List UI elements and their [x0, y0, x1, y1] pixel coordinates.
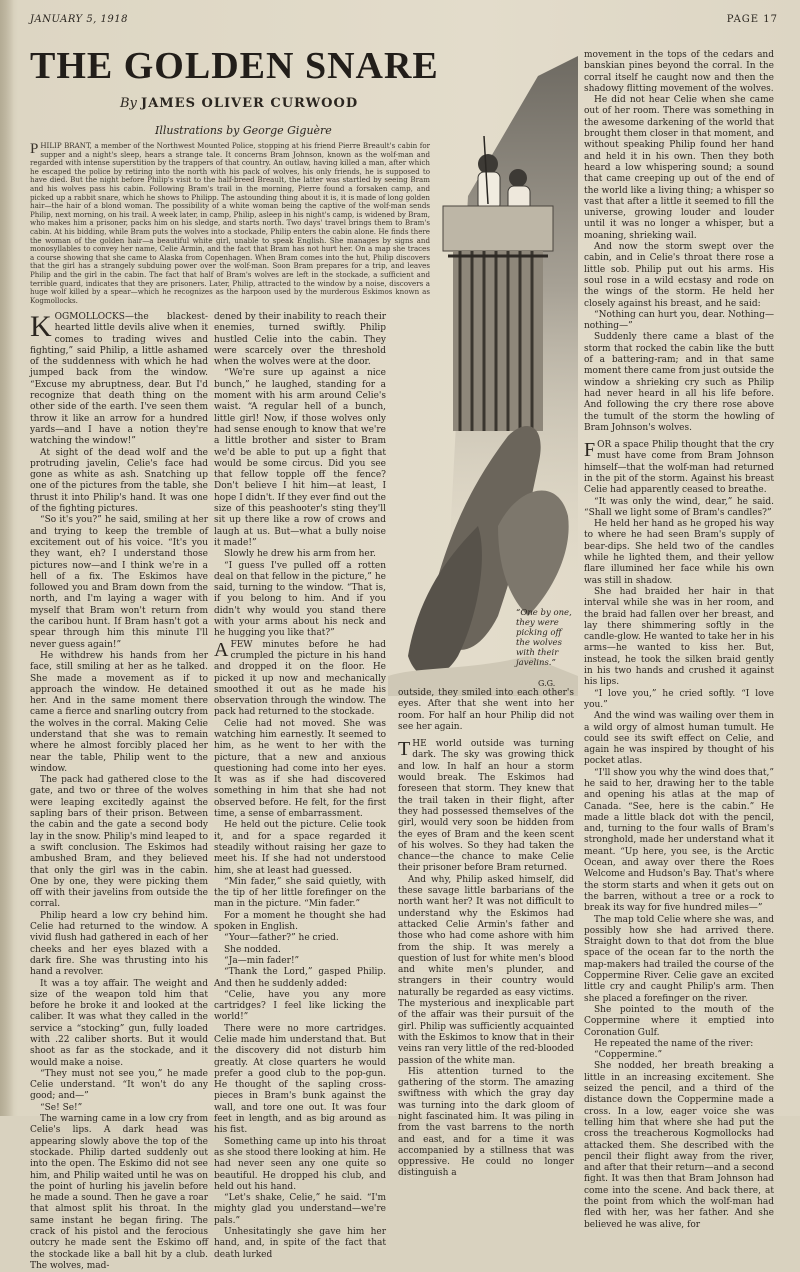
story-title: THE GOLDEN SNARE [30, 45, 439, 87]
paragraph: And now the storm swept over the cabin, and in Celie's throat there rose a little sob. Philip put out his arms. His soul rose in a wild ecstasy and rode on the wings of the storm. He held her closely against his breast, and he said: [584, 242, 774, 309]
synopsis [30, 142, 430, 305]
stockade [443, 206, 553, 431]
paragraph: “Celie, have you any more cartridges? I feel like licking the world!” [214, 989, 386, 1023]
paragraph: She nodded. [224, 944, 281, 955]
paragraph: “It was only the wind, dear,” he said. “Shall we light some of Bram's candles?” [584, 496, 774, 518]
paragraph: Unhesitatingly she gave him her hand, and, in spite of the fact that death lurked [214, 1227, 386, 1260]
paragraph: “I love you,” he cried softly. “I love you.” [584, 688, 774, 710]
paragraph: He held her hand as he groped his way to where he had seen Bram's supply of bear-dips. She held two of the candles while he lighted them, and their yellow flare illumined her face while his own was still in shadow. [584, 519, 774, 586]
paragraph: “Nothing can hurt you, dear. Nothing—nothing—” [584, 309, 774, 332]
paragraph: “Your—father?” he cried. [224, 933, 339, 944]
text-column-3 [398, 688, 574, 1179]
paragraph: “Thank the Lord,” gasped Philip. And then he suddenly added: [214, 967, 386, 989]
paragraph: Philip heard a low cry behind him. Celie had returned to the window. A vivid flush had gathered in each of her cheeks and her eyes blazed with a dark fire. She was thrusting into his hand a revolver. [30, 910, 208, 978]
paragraph: AFEW minutes before he had crumpled the picture in his hand and dropped it on the floor. He picked it up now and mechanically smoothed it out as he made his observation through the window. The pack had returned to the stockade. [214, 638, 386, 718]
paragraph: The warning came in a low cry from Celie's lips. A dark head was appearing slowly above the top of the stockade. Philip darted suddenly out into the open. The Eskimo did not see him, and Philip waited until he was on the point of hurling his javelin before he made a sound. Then he gave a roar that almost split his throat. In the same instant he began firing. The crack of his pistol and the ferocious outcry he made sent the Eskimo off the stockade like a ball hit by a club. The wolves, mad- [30, 1114, 208, 1271]
paragraph: The map told Celie where she was, and possibly how she had arrived there. Straight down to that dot from the blue space of the ocean far to the north the map-makers had trailed the course of the Coppermine River. Celie gave an excited little cry and caught Philip's arm. Then she placed a forefinger on the river. [584, 914, 774, 1004]
paragraph: Slowly he drew his arm from her. [224, 549, 376, 560]
paragraph: “I'll show you why the wind does that,” he said to her, drawing her to the table and opening his atlas at the map of Canada. “See, here is the cabin.” He made a little black dot with the pencil, and, turning to the four walls of Bram's stronghold, made her understand what it meant. “Up here, you see, is the Arctic Ocean, and away over there the Roes Welcome and Hudson's Bay. That's where the storm starts and when it gets out on the barren, without a tree or a rock to break its way for five hundred miles—” [584, 767, 774, 914]
paragraph: There were no more cartridges. Celie made him understand that. But the discovery did not disturb him greatly. At close quarters he would prefer a good club to the pop-gun. He thought of the sapling cross-pieces in Bram's bunk against the wall, and tore one out. It was four feet in length, and as big around as his fist. [214, 1023, 386, 1136]
paragraph: She nodded, her breath breaking a little in an increasing excitement. She seized the pencil, and a third of the distance down the Coppermine made a cross. In a low, eager voice she was telling him that where she had put the cross the treacherous Kogmollocks had attacked them. She described with the pencil their flight away from the river, and after that their return—and a second fight. It was then that Bram Johnson had come into the scene. And back there, at the point from which the wolf-man had fled with her, was her father. And she believed he was alive, for [584, 1061, 774, 1230]
paragraph: He withdrew his hands from her face, still smiling at her as he talked. She made a movement as if to approach the window. He detained her. And in the same moment there came a fierce and snarling outcry from the wolves in the corral. Making Celie understand that she was to remain where he almost forcibly placed her near the table, Philip went to the window. [30, 650, 208, 774]
text-column-1 [30, 310, 208, 1271]
paragraph: THE world outside was turning dark. The sky was growing thick and low. In half an hour a storm would break. The Eskimos had foreseen that storm. They knew that the trail taken in their flight, after they had possessed themselves of the girl, would very soon be hidden from the eyes of Bram and the keen scent of his wolves. So they had taken the chance—the chance to make Celie their prisoner before Bram returned. [398, 738, 574, 874]
paragraph: dened by their inability to reach their enemies, turned swiftly. Philip hustled Celie into the cabin. They were scarcely over the threshold when the wolves were at the door. [214, 312, 386, 368]
paragraph: The pack had gathered close to the gate, and two or three of the wolves were leaping excitedly against the sapling bars of their prison. Between the cabin and the gate a second body lay in the snow. Philip's mind leaped to a swift conclusion. The Eskimos had ambushed Bram, and they believed that only the girl was in the cabin. One by one, they were picking them off with their javelins from outside the corral. [30, 775, 208, 910]
paragraph: Celie had not moved. She was watching him earnestly. It seemed to him, as he went to her with the picture, that a new and anxious questioning had come into her eyes. It was as if she had discovered something in him that she had not observed before. He felt, for the first time, a sense of embarrassment. [214, 718, 386, 820]
paragraph: He repeated the name of the river: [594, 1038, 754, 1049]
synopsis-text: HILIP BRANT, a member of the Northwest Mounted Police, stopping at his friend Pierre Breault's cabin for supper and a night's sleep, hears a strange tale. It concerns Bram Johnson, known as the wolf-man and regarded with intense superstition by the trappers of that country. An outlaw, having killed a man, after which he escaped the police by retiring into the north with his pack of wolves, his only friends, he is supposed to have died. But the night before Philip's visit to the half-breed Breault, the latter was startled by seeing Bram and his wolves pass his cabin. Following Bram's trail in the morning, Pierre found a forsaken camp, and picked up a rabbit snare, which he shows to Philipp. The astounding thing about it is, it is made of long golden hair—the hair of a blond woman. The possibility of a white woman being the captive of the wolf-man sends Philip, next morning, on his trail. A week later, in camp, Philip, asleep in his night's camp, is widened by Bram, who makes him a prisoner, packs him on his sledge, and starts north. Two days' travel brings them to Bram's cabin. At his bidding, while Bram puts the wolves into a stockade, Philip enters the cabin alone. He finds there the woman of the golden hair—a beautiful white girl, unable to speak English. She manages by signs and monosyllables to convey her name, Celie Armin, and the fact that Bram has not hurt her. On a map she traces a course showing that she came to Alaska from Copenhagen. When Bram comes into the hut, Philip discovers that the girl has a strangely subduing power over the wolf-man. Soon Bram prepares for a trip, and leaves Philip and the girl in the cabin. The fact that half of Bram's wolves are left in the stockade, a sufficient and terrible guard, indicates that they are prisoners. Later, Philip, attracted to the window by a noise, discovers a huge wolf killed by a spear—which he recognizes as the harpoon used by the murderous Eskimos known as Kogmollocks. [30, 141, 430, 305]
illustration-caption: “One by one, they were picking off the wolves with their javelins.” [516, 608, 572, 668]
drop-cap: F [584, 439, 596, 462]
paragraph: KOGMOLLOCKS—the blackest-hearted little devils alive when it comes to trading wives and fighting,” said Philip, a little ashamed of the suddenness with which he had jumped back from the window. “Excuse my abruptness, dear. But I'd recognize that death thing on the other side of the earth. I've seen them throw it like an arrow for a hundred yards—and I have a notion they're watching the window!” [30, 310, 208, 447]
paragraph: “Ja—min fader!” [224, 955, 300, 966]
drop-cap: T [398, 738, 411, 761]
paragraph: He did not hear Celie when she came out of her room. There was something in the awesome darkening of the world that brought them closer in that moment, and without speaking Philip found her hand and held it in his own. Then they both heard a low whispering sound; a sound that came creeping up out of the end of the world like a living thing; a whisper so vast that after a little it seemed to fill the universe, growing louder and louder until it was no longer a whisper, but a moaning, shrieking wail. [584, 95, 774, 241]
paragraph: For a moment he thought she had spoken in English. [214, 910, 386, 933]
text-column-4 [584, 50, 774, 1230]
paragraph: And the wind was wailing over them in a wild orgy of almost human tumult. He could see its swift effect on Celie, and again he was inspired by thought of his pocket atlas. [584, 711, 774, 767]
text-column-2 [214, 312, 386, 1260]
paragraph: FOR a space Philip thought that the cry must have come from Bram Johnson himself—that the wolf-man had returned in the pit of the storm. Against his breast Celie had apparently ceased to breathe. [584, 439, 774, 496]
paragraph: movement in the tops of the cedars and banskian pines beyond the corral. In the corral itself he caught now and then the shadowy flitting movement of the wolves. [584, 50, 774, 94]
paragraph: “They must not see you,” he made Celie understand. “It won't do any good; and—” [30, 1068, 208, 1102]
synopsis-cap: P [30, 141, 39, 157]
binding-shadow [0, 0, 14, 1116]
paragraph: She had braided her hair in that interval while she was in her room, and the braid had fallen over her breast, and lay there shimmering softly in the candle-glow. He wanted to take her in his arms—he wanted to kiss her. But, instead, he took the silken braid gently in his two hands and crushed it against his lips. [584, 586, 774, 688]
paragraph: “Min fader,” she said quietly, with the tip of her little forefinger on the man in the picture. “Min fader.” [214, 876, 386, 910]
paragraph: “Se! Se!” [40, 1102, 83, 1113]
illustrator-credit: Illustrations by George Giguère [155, 124, 332, 137]
illustration-signature: G.G. [538, 679, 556, 688]
paragraph: Suddenly there came a blast of the storm that rocked the cabin like the butt of a battering-ram; and in that same moment there came from just outside the window a shrieking cry such as Philip had never heard in all his life before. And following the cry there rose above the tumult of the storm the howling of Bram Johnson's wolves. [584, 332, 774, 433]
page-number: PAGE 17 [726, 14, 778, 25]
paragraph: At sight of the dead wolf and the protruding javelin, Celie's face had gone as white as ash. Snatching up one of the pictures from the table, she thrust it into Philip's hand. It was one of the fighting pictures. [30, 447, 208, 515]
paragraph: It was a toy affair. The weight and size of the weapon told him that before he broke it and looked at the caliber. It was what they called in the service a “stocking” gun, fully loaded with .22 caliber shorts. But it would shoot as far as the stockade, and it would make a noise. [30, 978, 208, 1068]
paragraph: She pointed to the mouth of the Coppermine where it emptied into Coronation Gulf. [584, 1004, 774, 1038]
paragraph: His attention turned to the gathering of the storm. The amazing swiftness with which the gray day was turning into the dark gloom of night fascinated him. It was piling in from the vast barrens to the north and east, and for a time it was accompanied by a stillness that was oppressive. He could no longer distinguish a [398, 1066, 574, 1179]
paragraph: And why, Philip asked himself, did these savage little barbarians of the north want her? It was not difficult to understand why the Eskimos had attacked Celie Armin's father and those who had come ashore with him from the ship. It was merely a question of lust for white men's blood and white men's plunder, and strangers in their country would naturally be regarded as easy victims. The mysterious and inexplicable part of the affair was their pursuit of the girl. Philip was sufficiently acquainted with the Eskimos to know that in their veins ran very little of the red-blooded passion of the white man. [398, 874, 574, 1066]
paragraph: “Let's shake, Celie,” he said. “I'm mighty glad you understand—we're pals.” [214, 1193, 386, 1226]
byline [120, 96, 358, 111]
paragraph: “I guess I've pulled off a rotten deal on that fellow in the picture,” he said, turning to the window. “That is, if you belong to him. And if you didn't why would you stand there with your arms about his neck and he hugging you like that?” [214, 560, 386, 639]
paragraph: Something came up into his throat as she stood there looking at him. He had never seen any one quite so beautiful. He dropped his club, and held out his hand. [214, 1136, 386, 1192]
paragraph: “Coppermine.” [594, 1050, 663, 1061]
byline-prefix: By [120, 96, 137, 111]
issue-date: JANUARY 5, 1918 [30, 14, 128, 25]
paragraph: He held out the picture. Celie took it, and for a space regarded it steadily without raising her gaze to meet his. If she had not understood him, she at least had guessed. [214, 820, 386, 876]
author-name: JAMES OLIVER CURWOOD [141, 96, 359, 111]
story-illustration [388, 56, 578, 696]
paragraph: “So it's you?” he said, smiling at her and trying to keep the tremble of excitement out of his voice. “It's you they want, eh? I understand those pictures now—and I think we're in a hell of a fix. The Eskimos have followed you and Bram down from the north, and I'm laying a wager with myself that Bram won't return from the caribou hunt. If Bram hasn't got a spear through him this minute I'll never guess again!” [30, 515, 208, 650]
paragraph: outside, they smiled into each other's eyes. After that she went into her room. For half an hour Philip did not see her again. [398, 688, 574, 732]
paragraph: “We're sure up against a nice bunch,” he laughed, standing for a moment with his arm around Celie's waist. “A regular hell of a bunch, little girl! Now, if those wolves only had sense enough to know that we're a little brother and sister to Bram we'd be able to put up a fight that would be some circus. Did you see that fellow topple off the fence? Don't believe I hit him—at least, I hope I didn't. If they ever find out the size of this peashooter's sting they'll sit up there like a row of crows and laugh at us. But—what a bully noise it made!” [214, 368, 386, 548]
drop-cap: K [30, 310, 52, 343]
drop-cap: A [214, 638, 229, 661]
